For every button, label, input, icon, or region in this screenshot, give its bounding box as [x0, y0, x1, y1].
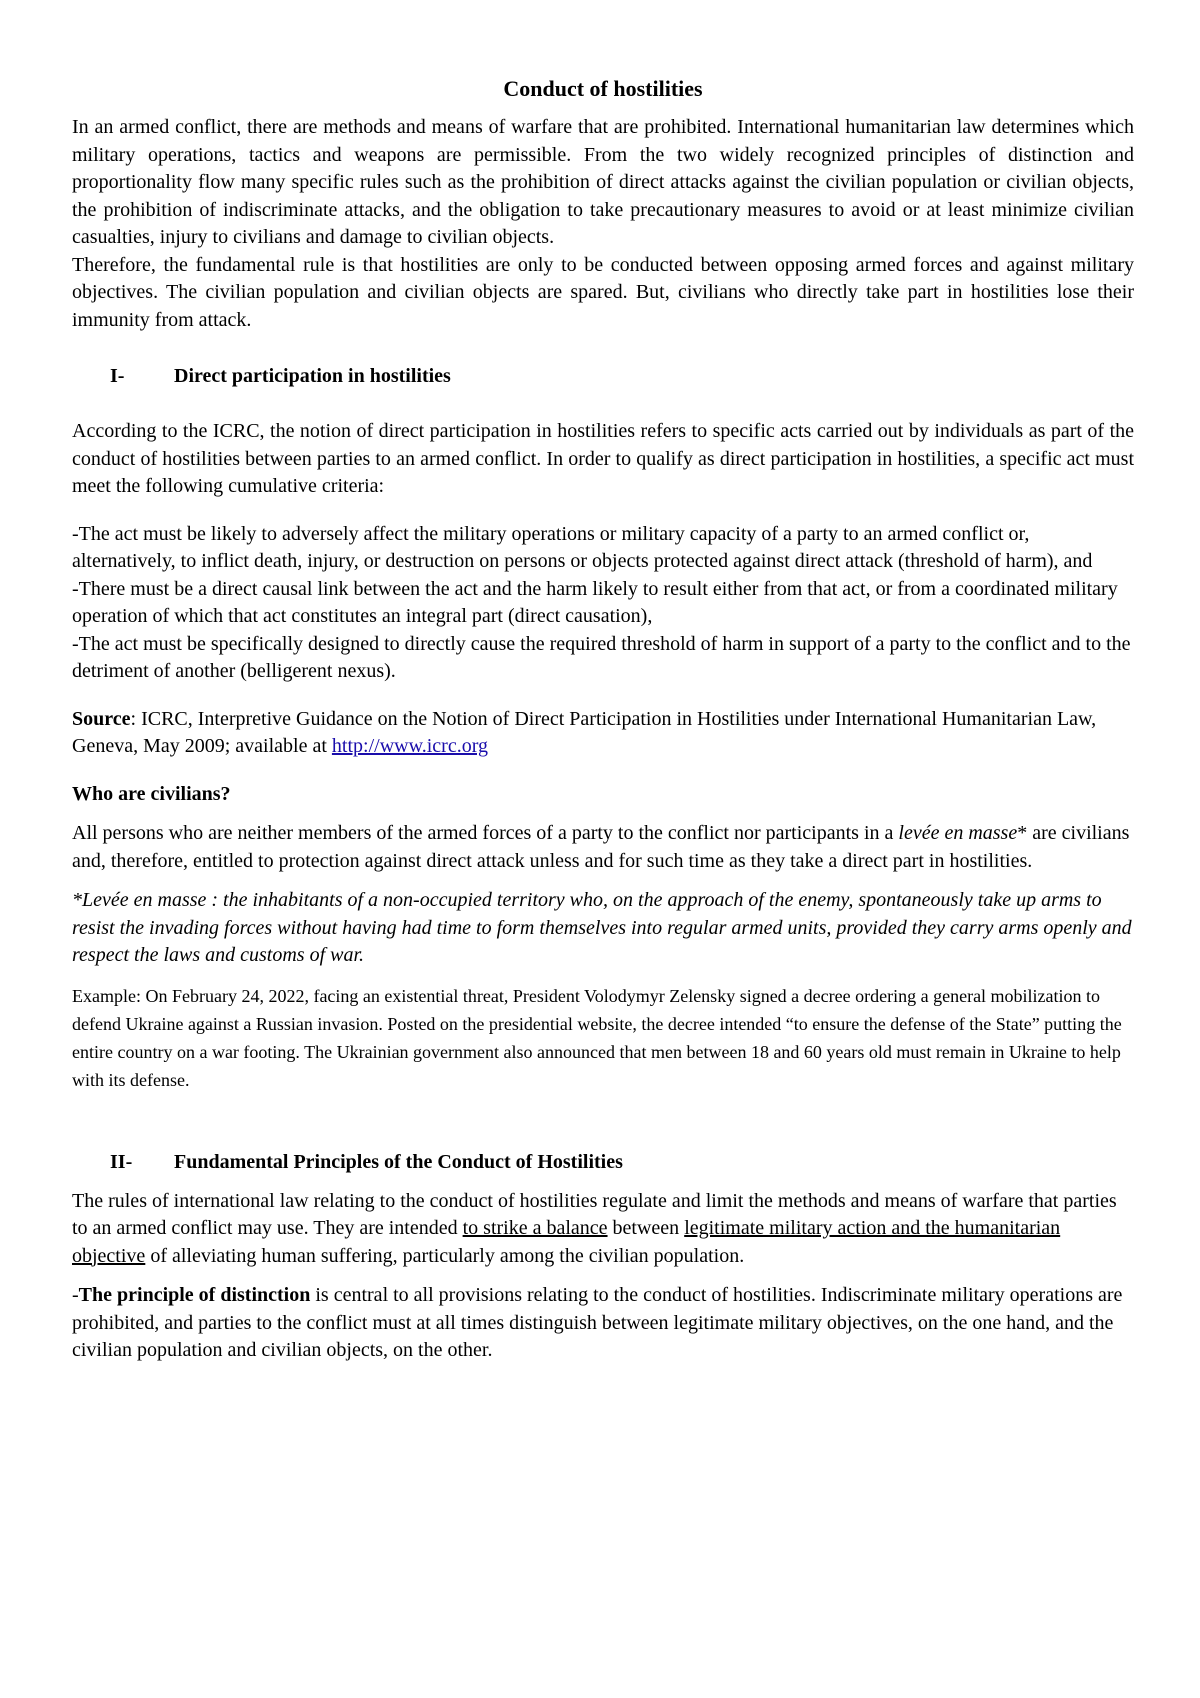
principle-of-distinction-term: The principle of distinction: [78, 1284, 311, 1306]
section-2-number: II-: [110, 1150, 133, 1173]
civilians-text-after: * are civilians and, therefore, entitled to protection against direct attack unless and for such time as they take a direct part in hostilities.: [72, 822, 1130, 872]
section-1-heading: [72, 362, 1134, 390]
section-1-paragraph: According to the ICRC, the notion of direct participation in hostilities refers to specific acts carried out by individuals as part of the conduct of hostilities between parties to an armed conflict. In order to qualify as direct participation in hostilities, a specific act must meet the following cumulative criteria:: [72, 420, 1134, 497]
criterion-2: -There must be a direct causal link between the act and the harm likely to result either from that act, or from a coordinated military operation of which that act constitutes an integral part (direct causation),: [72, 577, 1118, 627]
criterion-3: -The act must be specifically designed to directly cause the required threshold of harm in support of a party to the conflict and to the detriment of another (belligerent nexus).: [72, 632, 1131, 682]
intro-paragraph-2: Therefore, the fundamental rule is that hostilities are only to be conducted between opposing armed forces and against military objectives. The civilian population and civilian objects are spared. But, civilians who directly take part in hostilities lose their immunity from attack.: [72, 253, 1134, 331]
who-are-civilians-heading: Who are civilians?: [72, 782, 231, 805]
section-1-title: Direct participation in hostilities: [174, 365, 451, 387]
distinction-dash: -: [72, 1284, 79, 1306]
source-citation: [72, 706, 1134, 761]
strike-a-balance-underlined: to strike a balance: [462, 1217, 608, 1239]
levee-en-masse-term: levée en masse: [898, 822, 1018, 844]
document-title: Conduct of hostilities: [503, 76, 703, 101]
icrc-link[interactable]: http://www.icrc.org: [331, 735, 488, 757]
criterion-1: -The act must be likely to adversely affect the military operations or military capacity of a party to an armed conflict or, alternatively, to inflict death, injury, or destruction on persons or objects protected against direct attack (threshold of harm), and: [72, 522, 1093, 572]
distinction-text: is central to all provisions relating to the conduct of hostilities. Indiscriminate military operations are prohibited, and parties to the conflict must at all times distinguish between legitimate military objectives, on the one hand, and the civilian population and civilian objects, on the other.: [72, 1284, 1123, 1361]
principle-of-distinction-paragraph: [72, 1282, 1134, 1365]
section-2-text-a: The rules of international law relating to the conduct of hostilities regulate and limit the methods and means of warfare that parties to an armed conflict may use. They are intended: [72, 1189, 1117, 1239]
section-2-paragraph-1: [72, 1188, 1134, 1271]
section-2-text-b: between: [607, 1217, 685, 1239]
section-2-heading: [72, 1148, 1134, 1176]
levee-en-masse-footnote: *Levée en masse : the inhabitants of a non-occupied territory who, on the approach of the enemy, spontaneously take up arms to resist the invading forces without having had time to form themselves into regular armed units, provided they carry arms openly and respect the laws and customs of war.: [72, 889, 1132, 966]
example-paragraph: Example: On February 24, 2022, facing an existential threat, President Volodymyr Zelensky signed a decree ordering a general mobilization to defend Ukraine against a Russian invasion. Posted on the presidential website, the decree intended “to ensure the defense of the State” putting the entire country on a war footing. The Ukrainian government also announced that men between 18 and 60 years old must remain in Ukraine to help with its defense.: [72, 985, 1122, 1090]
document-content: [72, 74, 1134, 1365]
source-text: : ICRC, Interpretive Guidance on the Notion of Direct Participation in Hostilities under International Humanitarian Law, Geneva, May 2009; available at: [72, 707, 1097, 757]
section-1-number: I-: [110, 365, 125, 387]
source-label: Source: [72, 707, 131, 730]
legitimate-military-action-underlined: legitimate military action and the humanitarian objective: [72, 1217, 1061, 1267]
intro-paragraph-1: In an armed conflict, there are methods and means of warfare that are prohibited. International humanitarian law determines which military operations, tactics and weapons are permissible. From the two widely recognized principles of distinction and proportionality flow many specific rules such as the prohibition of direct attacks against the civilian population or civilian objects, the prohibition of indiscriminate attacks, and the obligation to take precautionary measures to avoid or at least minimize civilian casualties, injury to civilians and damage to civilian objects.: [72, 116, 1134, 248]
civilians-text-before: All persons who are neither members of the armed forces of a party to the conflict nor participants in a: [72, 822, 899, 844]
section-2-title: Fundamental Principles of the Conduct of Hostilities: [174, 1150, 623, 1173]
section-2-text-c: of alleviating human suffering, particularly among the civilian population.: [145, 1244, 745, 1267]
civilians-paragraph: [72, 820, 1134, 875]
